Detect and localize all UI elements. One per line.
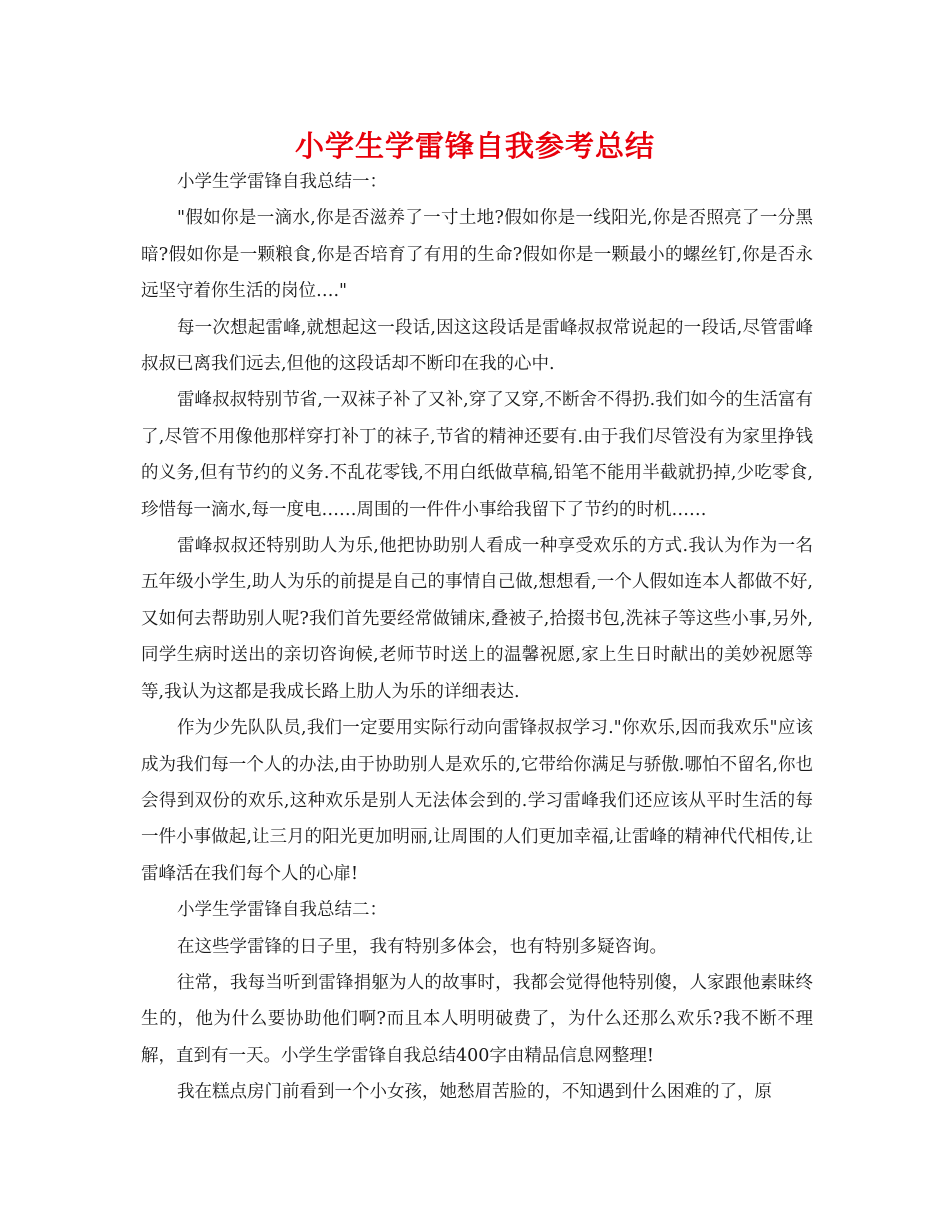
section-heading-2: 小学生学雷锋自我总结二： xyxy=(177,900,387,921)
paragraph: 作为少先队队员,我们一定要用实际行动向雷锋叔叔学习."你欢乐,因而我欢乐"应该成为我们每一个人的办法,由于协助别人是欢乐的,它带给你满足与骄傲.哪怕不留名,你也会得到双份的欢乐,这种欢乐是别人无法体会到的.学习雷峰我们还应该从平时生活的每一件小事做起,让三月的阳光更加明丽,让周围的人们更加幸福,让雷峰的精神代代相传,让雷峰活在我们每个人的心扉! xyxy=(141,718,813,884)
document-body xyxy=(141,164,813,1111)
paragraph: 雷峰叔叔还特别助人为乐,他把协助别人看成一种享受欢乐的方式.我认为作为一名五年级小学生,助人为乐的前提是自己的事情自己做,想想看,一个人假如连本人都做不好,又如何去帮助别人呢?我们首先要经常做铺床,叠被子,拾掇书包,洗袜子等这些小事,另外,同学生病时送出的亲切咨询候,老师节时送上的温馨祝愿,家上生日时献出的美妙祝愿等等,我认为这都是我成长路上肋人为乐的详细表达. xyxy=(141,536,813,702)
section-heading-1: 小学生学雷锋自我总结一： xyxy=(177,172,387,192)
paragraph: 在这些学雷锋的日子里，我有特别多体会，也有特别多疑咨询。 xyxy=(177,936,667,957)
paragraph: 每一次想起雷峰,就想起这一段话,因这这段话是雷峰叔叔常说起的一段话,尽管雷峰叔叔已离我们远去,但他的这段话却不断印在我的心中. xyxy=(141,317,813,375)
paragraph: "假如你是一滴水,你是否滋养了一寸土地?假如你是一线阳光,你是否照亮了一分黑暗?假如你是一颗粮食,你是否培育了有用的生命?假如你是一颗最小的螺丝钉,你是否永远坚守着你生活的岗位…." xyxy=(141,208,813,302)
paragraph: 雷峰叔叔特别节省,一双袜子补了又补,穿了又穿,不断舍不得扔.我们如今的生活富有了,尽管不用像他那样穿打补丁的袜子,节省的精神还要有.由于我们尽管没有为家里挣钱的义务,但有节约的义务.不乱花零钱,不用白纸做草稿,铅笔不能用半截就扔掉,少吃零食,珍惜每一滴水,每一度电……周围的一件件小事给我留下了节约的时机…… xyxy=(141,390,813,520)
document-title: 小学生学雷锋自我参考总结 xyxy=(294,129,655,163)
paragraph: 往常，我每当听到雷锋捐躯为人的故事时，我都会觉得他特别傻，人家跟他素昧终生的，他为什么要协助他们啊?而且本人明明破费了，为什么还那么欢乐?我不断不理解，直到有一天。小学生学雷锋自我总结400字由精品信息网整理! xyxy=(141,972,813,1066)
paragraph: 我在糕点房门前看到一个小女孩，她愁眉苦脸的，不知遇到什么困难的了，原 xyxy=(177,1082,772,1103)
